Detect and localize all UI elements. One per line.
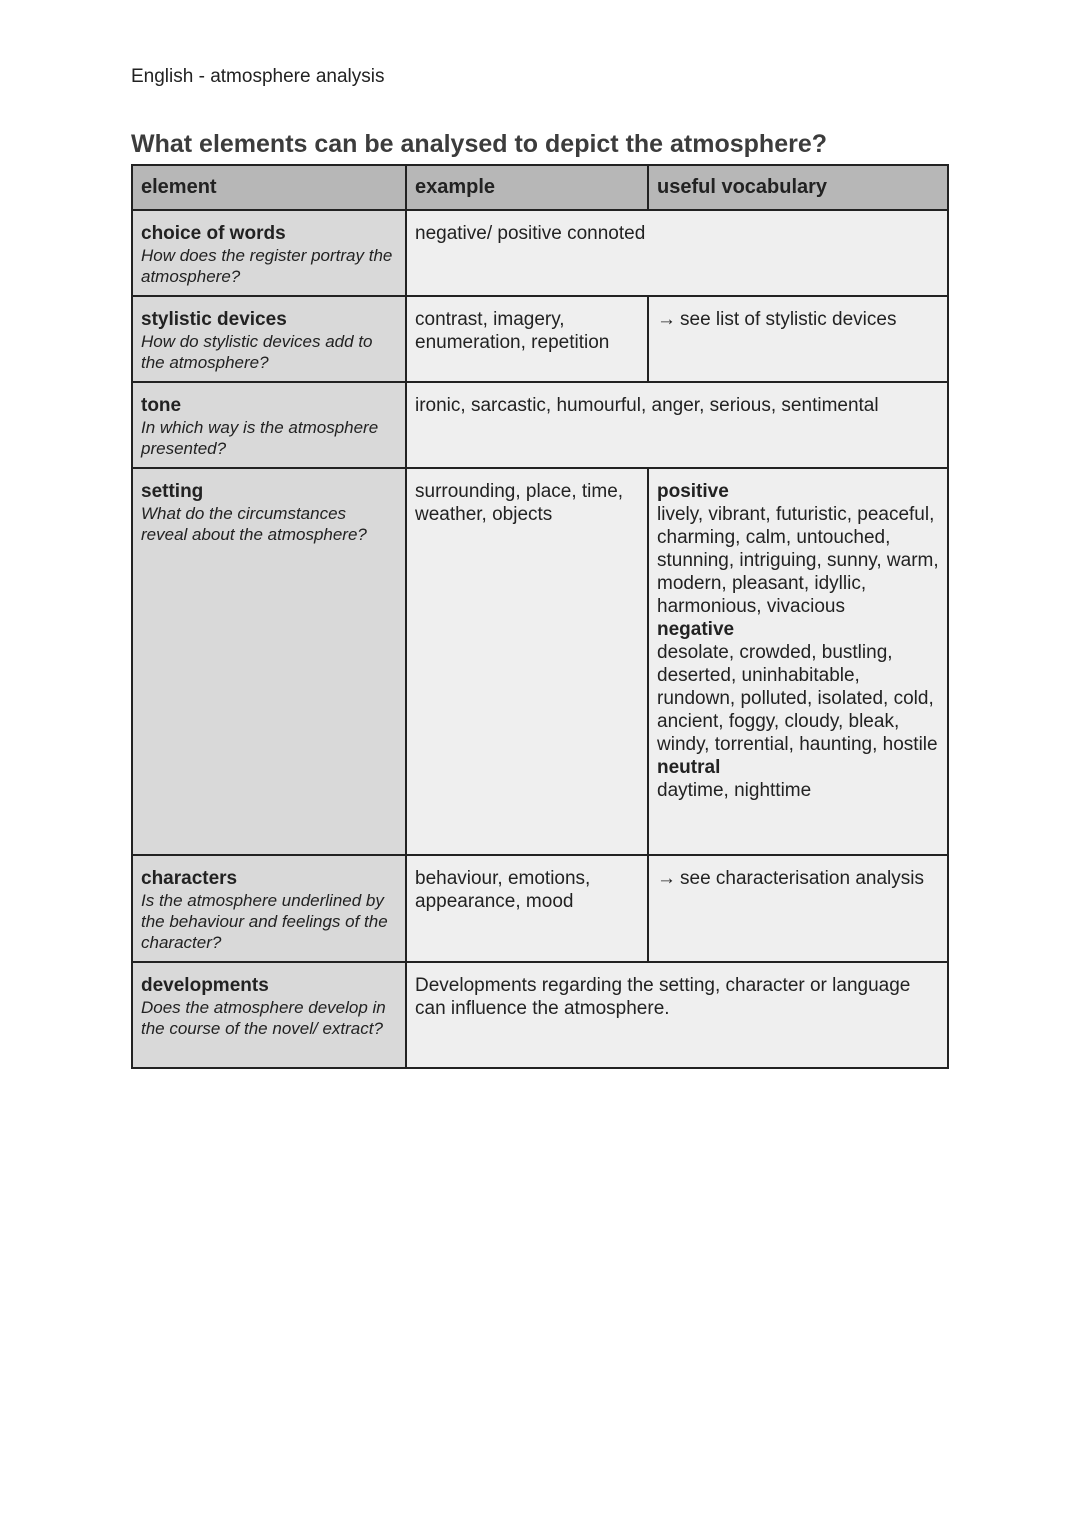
element-name: choice of words: [141, 223, 286, 244]
table-row: [132, 855, 948, 962]
vocabulary-cell: [648, 468, 948, 855]
vocabulary-words-neutral: daytime, nighttime: [657, 780, 812, 801]
vocabulary-words-positive: lively, vibrant, futuristic, peaceful, charming, calm, untouched, stunning, intriguing, sunny, warm, modern, pleasant, idyllic, harmonious, vivacious: [657, 504, 939, 617]
example-text: behaviour, emotions, appearance, mood: [415, 868, 591, 912]
example-cell: [406, 382, 948, 468]
column-header-element: element: [132, 165, 406, 210]
example-text: negative/ positive connoted: [415, 223, 646, 244]
table-row: [132, 210, 948, 296]
vocabulary-cell: [648, 855, 948, 962]
vocabulary-heading-positive: positive: [657, 481, 729, 502]
atmosphere-table: [131, 164, 949, 1069]
element-question: What do the circumstances reveal about the atmosphere?: [141, 504, 367, 544]
example-text: Developments regarding the setting, character or language can influence the atmosphere.: [415, 975, 911, 1019]
table-header-row: [132, 165, 948, 210]
element-question: How does the register portray the atmosphere?: [141, 246, 393, 286]
example-cell: [406, 962, 948, 1068]
element-cell: [132, 210, 406, 296]
column-header-example: example: [406, 165, 648, 210]
vocabulary-reference: see characterisation analysis: [680, 868, 924, 889]
example-text: ironic, sarcastic, humourful, anger, serious, sentimental: [415, 395, 879, 416]
element-name: developments: [141, 975, 269, 996]
document-header: English - atmosphere analysis: [131, 66, 385, 87]
element-cell: [132, 468, 406, 855]
element-cell: [132, 962, 406, 1068]
element-cell: [132, 296, 406, 382]
element-question: How do stylistic devices add to the atmosphere?: [141, 332, 373, 372]
example-cell: [406, 855, 648, 962]
table-row: [132, 382, 948, 468]
element-name: tone: [141, 395, 182, 416]
vocabulary-cell: [648, 296, 948, 382]
example-cell: [406, 296, 648, 382]
table-row: [132, 962, 948, 1068]
example-cell: [406, 210, 948, 296]
vocabulary-reference: see list of stylistic devices: [680, 309, 897, 330]
arrow-right-icon: →: [657, 868, 676, 889]
example-cell: [406, 468, 648, 855]
vocabulary-heading-neutral: neutral: [657, 757, 721, 778]
example-text: surrounding, place, time, weather, objects: [415, 481, 624, 525]
example-text: contrast, imagery, enumeration, repetition: [415, 309, 610, 353]
page-title: What elements can be analysed to depict the atmosphere?: [131, 130, 828, 158]
vocabulary-words-negative: desolate, crowded, bustling, deserted, uninhabitable, rundown, polluted, isolated, cold, ancient, foggy, cloudy, bleak, windy, torrential, haunting, hostile: [657, 642, 938, 755]
element-name: setting: [141, 481, 204, 502]
element-cell: [132, 855, 406, 962]
element-name: characters: [141, 868, 238, 889]
table-row: [132, 468, 948, 855]
element-name: stylistic devices: [141, 309, 287, 330]
element-cell: [132, 382, 406, 468]
arrow-right-icon: →: [657, 309, 676, 330]
element-question: Is the atmosphere underlined by the behaviour and feelings of the character?: [141, 891, 388, 952]
table-row: [132, 296, 948, 382]
column-header-vocabulary: useful vocabulary: [648, 165, 948, 210]
element-question: In which way is the atmosphere presented?: [141, 418, 379, 458]
element-question: Does the atmosphere develop in the course of the novel/ extract?: [141, 998, 386, 1038]
vocabulary-heading-negative: negative: [657, 619, 735, 640]
